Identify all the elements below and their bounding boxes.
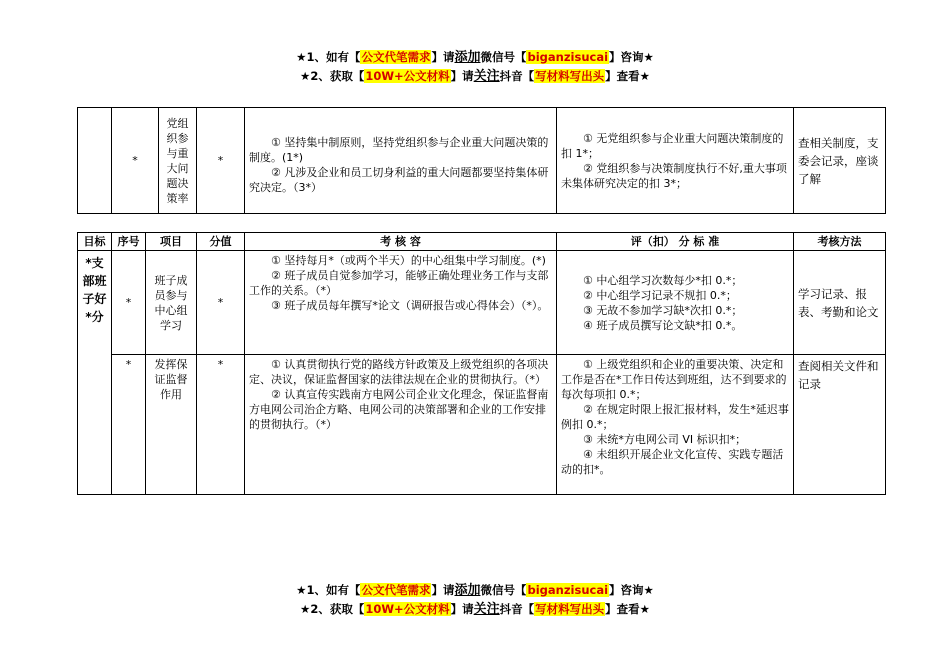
column-header-goal: 目标 (78, 233, 112, 251)
banner-highlight: biganzisucai (527, 50, 609, 64)
banner-highlight: 写材料写出头 (535, 69, 605, 83)
item-cell: 班子成员参与中心组学习 (146, 251, 197, 355)
content-line: ③ 班子成员每年撰写*论文（调研报告或心得体会）（*）。 (271, 299, 549, 312)
criteria-line: ③ 无故不参加学习缺*次扣 0.*； (583, 303, 743, 317)
column-header-item: 项目 (146, 233, 197, 251)
banner-highlight: biganzisucai (527, 583, 609, 597)
column-header-score: 分值 (197, 233, 245, 251)
table-row (78, 108, 886, 214)
banner-emphasis: 添加 (454, 583, 481, 598)
banner-highlight: 公文代笔需求 (361, 583, 431, 597)
top-banner (0, 48, 950, 86)
seq-cell: * (112, 355, 146, 495)
criteria-cell (557, 108, 794, 214)
criteria-line: ② 党组织参与决策制度执行不好,重大事项未集体研究决定的扣 3*； (561, 161, 787, 190)
seq-cell: * (112, 251, 146, 355)
banner-highlight: 10W+公文材料 (365, 602, 450, 616)
criteria-line: ① 中心组学习次数每少*扣 0.*； (583, 273, 743, 287)
banner-line-2: ★2、获取【10W+公文材料】请关注抖音【写材料写出头】查看★ (300, 602, 650, 617)
content-cell (245, 355, 557, 495)
criteria-cell (557, 251, 794, 355)
criteria-line: ② 在规定时限上报汇报材料，发生*延迟事例扣 0.*； (561, 403, 789, 431)
banner-line-1: ★1、如有【公文代笔需求】请添加微信号【biganzisucai】咨询★ (296, 50, 654, 65)
table-row (78, 251, 886, 355)
goal-cell: *支部班子好*分 (78, 251, 112, 495)
criteria-line: ① 上级党组织和企业的重要决策、决定和工作是否在*工作日传达到班组，达不到要求的每次每项扣 0.*； (561, 358, 787, 401)
criteria-line: ④ 班子成员撰写论文缺*扣 0.*。 (583, 318, 743, 332)
method-cell: 学习记录、报表、考勤和论文 (794, 251, 886, 355)
column-header-seq: 序号 (112, 233, 146, 251)
banner-highlight: 公文代笔需求 (361, 50, 431, 64)
content-line: ① 坚持集中制原则，坚持党组织参与企业重大问题决策的制度。(1*) (249, 135, 549, 164)
criteria-line: ④ 未组织开展企业文化宣传、实践专题活动的扣*。 (561, 448, 784, 476)
content-line: ② 凡涉及企业和员工切身利益的重大问题都要坚持集体研究决定。（3*） (249, 165, 549, 194)
banner-highlight: 写材料写出头 (535, 602, 605, 616)
table-header-row (78, 233, 886, 251)
content-cell (245, 108, 557, 214)
score-cell: * (197, 108, 245, 214)
criteria-line: ③ 未统*方电网公司 VI 标识扣*； (583, 433, 747, 446)
criteria-line: ① 无党组织参与企业重大问题决策制度的扣 1*； (561, 131, 784, 160)
assessment-table-continued (77, 107, 886, 214)
goal-cell (78, 108, 112, 214)
content-line: ② 班子成员自觉参加学习，能够正确处理业务工作与支部工作的关系。（*） (249, 269, 549, 297)
content-line: ② 认真宣传实践南方电网公司企业文化理念，保证监督南方电网公司治企方略、电网公司的决策部署和企业的工作安排的贯彻执行。（*） (249, 388, 549, 431)
score-cell: * (197, 355, 245, 495)
content-line: ① 认真贯彻执行党的路线方针政策及上级党组织的各项决定、决议，保证监督国家的法律法规在企业的贯彻执行。（*） (249, 358, 549, 386)
item-cell: 发挥保证监督作用 (146, 355, 197, 495)
banner-emphasis: 关注 (473, 602, 500, 617)
item-cell: 党组织参与重大问题决策率 (159, 108, 197, 214)
content-line: ① 坚持每月*（或两个半天）的中心组集中学习制度。(*) (271, 254, 546, 267)
method-cell: 查相关制度，支委会记录，座谈了解 (794, 108, 886, 214)
banner-line-1: ★1、如有【公文代笔需求】请添加微信号【biganzisucai】咨询★ (296, 583, 654, 598)
assessment-table (77, 232, 886, 495)
criteria-line: ② 中心组学习记录不规扣 0.*； (583, 288, 737, 302)
banner-emphasis: 关注 (473, 69, 500, 84)
banner-line-2: ★2、获取【10W+公文材料】请关注抖音【写材料写出头】查看★ (300, 69, 650, 84)
column-header-criteria: 评（扣） 分 标 准 (557, 233, 794, 251)
banner-highlight: 10W+公文材料 (365, 69, 450, 83)
method-cell: 查阅相关文件和记录 (794, 355, 886, 495)
criteria-cell (557, 355, 794, 495)
seq-cell: * (112, 108, 159, 214)
bottom-banner (0, 581, 950, 619)
score-cell: * (197, 251, 245, 355)
table-row (78, 355, 886, 495)
content-cell (245, 251, 557, 355)
banner-emphasis: 添加 (454, 50, 481, 65)
column-header-content: 考 核 容 (245, 233, 557, 251)
column-header-method: 考核方法 (794, 233, 886, 251)
